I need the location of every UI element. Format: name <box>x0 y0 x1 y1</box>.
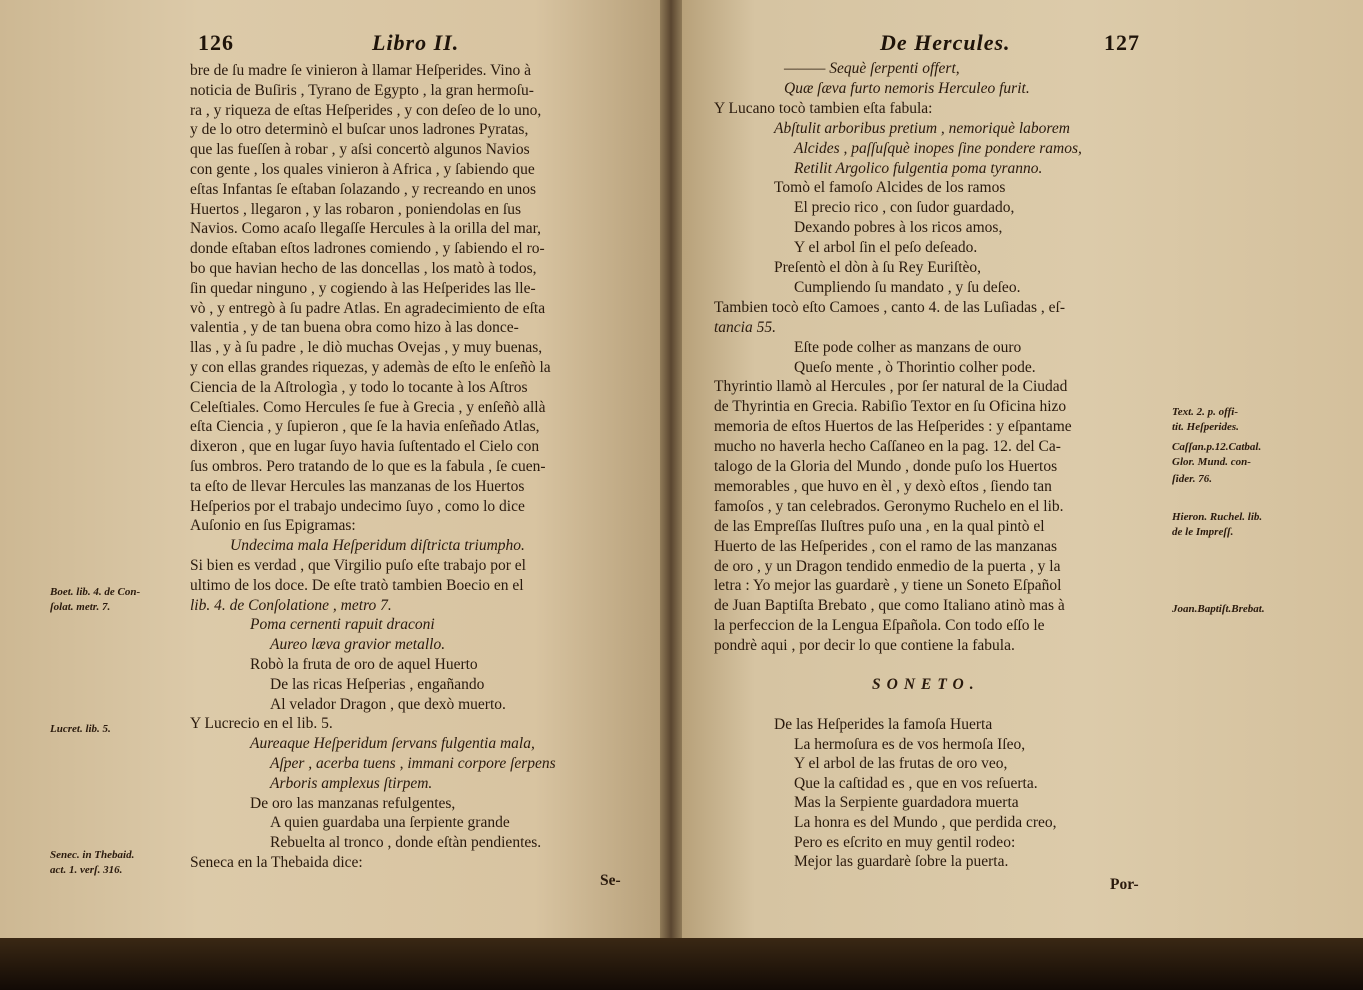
right-catchword: Por- <box>1110 876 1139 893</box>
right-margin-note <box>1172 405 1239 435</box>
right-text-line: la perfeccion de la Lengua Eſpañola. Con todo eſſo le <box>714 617 1045 635</box>
right-text-line: Retilit Argolico fulgentia poma tyranno. <box>794 159 1043 177</box>
right-text-line: memoria de eſtos Huertos de las Heſperides : y eſpantame <box>714 418 1072 436</box>
left-margin-note <box>50 722 111 737</box>
right-text-line: letra : Yo mejor las guardarè , y tiene un Soneto Eſpañol <box>714 577 1062 595</box>
left-text-line: Y Lucrecio en el lib. 5. <box>190 715 333 733</box>
right-text-line: talogo de la Gloria del Mundo , donde puſo los Huertos <box>714 458 1058 475</box>
right-text-line: de Juan Baptiſta Brebato , que como Italiano atinò mas à <box>714 597 1065 615</box>
left-text-line: Rebuelta al tronco , donde eſtàn pendientes. <box>270 834 542 852</box>
right-margin-note <box>1172 510 1262 540</box>
left-page <box>0 0 668 945</box>
sonnet-line: Mas la Serpiente guardadora muerta <box>794 794 1019 812</box>
sonnet-title: SONETO. <box>872 676 980 693</box>
right-text-line: Y el arbol ſin el peſo deſeado. <box>794 239 978 257</box>
right-margin-note-line: Joan.Baptiſt.Brebat. <box>1172 603 1265 615</box>
left-text-line: Navios. Como acaſo llegaſſe Hercules à la orilla del mar, <box>190 220 542 238</box>
left-text-line: Undecima mala Heſperidum diſtricta triumpho. <box>230 537 525 555</box>
sonnet-line: La hermoſura es de vos hermoſa Iſeo, <box>794 735 1026 753</box>
right-text-line: Preſentò el dòn à ſu Rey Euriſtèo, <box>774 259 982 276</box>
left-margin-note-line: Boet. lib. 4. de Con- <box>50 586 141 598</box>
left-page-number: 126 <box>198 30 234 55</box>
book-bottom-edge <box>0 938 1363 990</box>
sonnet-line: Pero es eſcrito en muy gentil rodeo: <box>794 833 1016 851</box>
right-margin-note <box>1172 472 1212 487</box>
right-margin-note-line: de le Impreſſ. <box>1172 526 1234 538</box>
right-margin-note <box>1172 602 1265 617</box>
left-text-line: ſin quedar ninguno , y cogiendo à las Heſperides las lle- <box>190 279 536 297</box>
left-text-line: ultimo de los doce. De eſte tratò tambien Boecio en el <box>190 576 524 594</box>
right-margin-note-line: Hieron. Ruchel. lib. <box>1172 511 1263 523</box>
right-text-line: pondrè aqui , por decir lo que contiene la fabula. <box>714 637 1015 655</box>
left-text-line: que las fueſſen à robar , y aſsi concertò algunos Navios <box>190 141 530 159</box>
left-text-line: Al velador Dragon , que dexò muerto. <box>270 695 506 713</box>
right-text-line: Huerto de las Heſperides , con el ramo de las manzanas <box>714 537 1058 555</box>
left-text-line: con gente , los quales vinieron à Africa , y ſabiendo que <box>190 161 535 178</box>
left-text-line: Aureo læva gravior metallo. <box>270 636 446 654</box>
left-text-line: dixeron , que en lugar ſuyo havia ſuſtentado el Cielo con <box>190 438 540 456</box>
left-text-line: lib. 4. de Conſolatione , metro 7. <box>190 596 392 614</box>
left-margin-note-line: Lucret. lib. 5. <box>50 723 111 735</box>
left-text-line: De oro las manzanas refulgentes, <box>250 794 456 812</box>
right-text-line: Abſtulit arboribus pretium , nemoriquè laborem <box>774 119 1070 137</box>
left-text-line: Aſper , acerba tuens , immani corpore ſerpens <box>270 755 556 772</box>
sonnet-line: Y el arbol de las frutas de oro veo, <box>794 755 1008 773</box>
left-text-line: Robò la fruta de oro de aquel Huerto <box>250 656 478 673</box>
right-text-line: de Thyrintia en Grecia. Rabiſio Textor en ſu Oficina hizo <box>714 398 1067 416</box>
right-text-line: Queſo mente , ò Thorintio colher pode. <box>794 358 1036 376</box>
left-text-line: bre de ſu madre ſe vinieron à llamar Heſperides. Vino à <box>190 62 531 79</box>
right-margin-note-line: Caſſan.p.12.Catbal. <box>1172 441 1262 453</box>
left-text-line: Ciencia de la Aſtrologìa , y todo lo tocante à los Aſtros <box>190 378 528 396</box>
left-text-line: y de lo otro determinò el buſcar unos ladrones Pyratas, <box>190 121 529 139</box>
right-text-line: memorables , que huvo en èl , y dexò eſtos , ſiendo tan <box>714 477 1052 495</box>
right-margin-note-line: Text. 2. p. offi- <box>1172 406 1238 418</box>
right-text-line: Dexando pobres à los ricos amos, <box>794 219 1003 237</box>
left-text-line: Seneca en la Thebaida dice: <box>190 854 363 871</box>
right-text-line: Quæ ſæva furto nemoris Herculeo furit. <box>784 79 1030 97</box>
left-text-line: Auſonio en ſus Epigramas: <box>190 517 356 535</box>
left-margin-note-line: Senec. in Thebaid. <box>50 849 135 861</box>
right-margin-note <box>1172 440 1261 470</box>
right-text-line: Y Lucano tocò tambien eſta fabula: <box>714 99 933 117</box>
left-text-line: De las ricas Heſperias , engañando <box>270 675 485 693</box>
right-text-line: Thyrintio llamò al Hercules , por ſer natural de la Ciudad <box>714 378 1068 396</box>
sonnet-line: Mejor las guardarè ſobre la puerta. <box>794 853 1009 871</box>
right-text-line: El precio rico , con ſudor guardado, <box>794 199 1015 217</box>
left-margin-note <box>50 848 134 878</box>
left-text-line: eſta Ciencia , y ſupieron , que ſe la havia enſeñado Atlas, <box>190 418 540 436</box>
right-page-number: 127 <box>1104 30 1140 55</box>
right-text-line: de las Empreſſas Iluſtres puſo una , en la qual pintò el <box>714 517 1045 535</box>
right-margin-note-line: ſider. 76. <box>1172 473 1213 485</box>
left-text-line: Arboris amplexus ſtirpem. <box>270 774 433 792</box>
left-text-line: vò , y entregò à ſu padre Atlas. En agradecimiento de eſta <box>190 299 546 317</box>
left-text-line: bo que havian hecho de las doncellas , los matò à todos, <box>190 260 537 277</box>
sonnet-line: De las Heſperides la famoſa Huerta <box>774 716 993 733</box>
left-margin-note-line: act. 1. verſ. 316. <box>50 864 123 876</box>
right-margin-note-line: tit. Heſperides. <box>1172 421 1239 433</box>
right-text-line: Eſte pode colher as manzans de ouro <box>794 338 1022 356</box>
left-text-line: Celeſtiales. Como Hercules ſe fue à Grecia , y enſeñò allà <box>190 398 546 416</box>
sonnet-line: La honra es del Mundo , que perdida creo, <box>794 814 1057 831</box>
left-text-line: llas , y à ſu padre , le diò muchas Ovejas , y muy buenas, <box>190 339 543 357</box>
left-text-line: valentia , y de tan buena obra como hizo à las donce- <box>190 319 519 337</box>
right-text-line: Alcides , paſſuſquè inopes ſine pondere ramos, <box>794 139 1082 157</box>
right-text-line: Tomò el famoſo Alcides de los ramos <box>774 179 1006 197</box>
right-text-line: mucho no haverla hecho Caſſaneo en la pag. 12. del Ca- <box>714 438 1061 456</box>
left-text-line: Heſperios por el trabajo undecimo ſuyo , como lo dice <box>190 497 525 515</box>
left-margin-note <box>50 585 140 615</box>
right-text-line: tancia 55. <box>714 318 776 336</box>
left-text-line: noticia de Buſiris , Tyrano de Egypto , la gran hermoſu- <box>190 81 534 99</box>
book-gutter <box>660 0 682 945</box>
left-text-line: Aureaque Heſperidum ſervans fulgentia mala, <box>250 735 535 753</box>
right-running-title: De Hercules. <box>880 30 1011 55</box>
right-text-line: Tambien tocò eſto Camoes , canto 4. de las Luſiadas , eſ- <box>714 298 1066 316</box>
left-text-line: Si bien es verdad , que Virgilio puſo eſte trabajo por el <box>190 557 526 574</box>
left-text-line: ſus ombros. Pero tratando de lo que es la fabula , ſe cuen- <box>190 458 546 475</box>
left-text-line: ta eſto de llevar Hercules las manzanas de los Huertos <box>190 477 525 495</box>
right-text-line: de oro , y un Dragon tendido enmedio de la puerta , y la <box>714 557 1061 575</box>
left-text-line: Poma cernenti rapuit draconi <box>250 616 435 634</box>
left-text-line: Huertos , llegaron , y las robaron , poniendolas en ſus <box>190 200 522 218</box>
left-catchword: Se- <box>600 872 621 889</box>
left-text-line: eſtas Infantas ſe eſtaban ſolazando , y recreando en unos <box>190 180 537 198</box>
left-text-line: ra , y riqueza de eſtas Heſperides , y con deſeo de lo uno, <box>190 101 542 119</box>
left-text-line: donde eſtaban eſtos ladrones comiendo , y ſabiendo el ro- <box>190 240 545 258</box>
left-margin-note-line: ſolat. metr. 7. <box>50 601 111 613</box>
right-text-line: Cumpliendo ſu mandato , y ſu deſeo. <box>794 278 1021 296</box>
right-margin-note-line: Glor. Mund. con- <box>1172 456 1251 468</box>
left-text-line: A quien guardaba una ſerpiente grande <box>270 814 510 832</box>
right-page <box>672 0 1363 945</box>
sonnet-line: Que la caſtidad es , que en vos reſuerta. <box>794 774 1038 792</box>
right-text-line: famoſos , y tan celebrados. Geronymo Ruchelo en el lib. <box>714 497 1064 515</box>
right-text-line: ——— Sequè ſerpenti offert, <box>784 60 960 77</box>
left-running-title: Libro II. <box>372 30 460 55</box>
left-text-line: y con ellas grandes riquezas, y ademàs de eſto le enſeñò la <box>190 359 551 376</box>
